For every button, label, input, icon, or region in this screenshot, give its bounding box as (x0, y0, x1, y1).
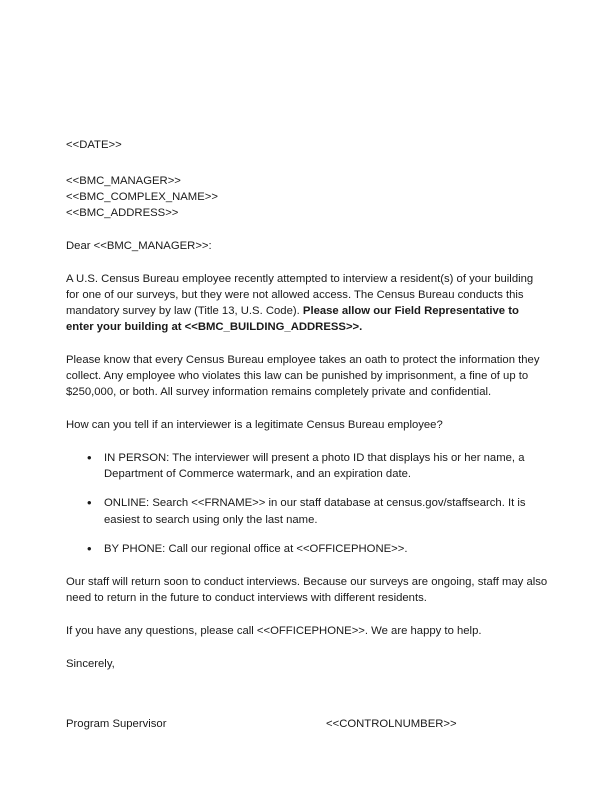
signature-footer (66, 716, 548, 732)
address-line-address: <<BMC_ADDRESS>> (66, 207, 179, 220)
salutation: Dear <<BMC_MANAGER>>: (66, 240, 212, 253)
control-number: <<CONTROLNUMBER>> (326, 717, 457, 730)
paragraph-questions-contact: If you have any questions, please call <<OFFICEPHONE>>. We are happy to help. (66, 624, 482, 637)
verification-methods-list (66, 450, 548, 556)
list-item: • BY PHONE: Call our regional office at <<OFFICEPHONE>>. (104, 541, 548, 557)
paragraph-confidentiality: Please know that every Census Bureau employee takes an oath to protect the information they collect. Any employee who violates this law can be punished by imprisonment, a fine of up to $250,000, or both. All survey information remains completely private and confidential. (66, 354, 540, 399)
list-item: • ONLINE: Search <<FRNAME>> in our staff database at census.gov/staffsearch. It is easiest to search using only the last name. (104, 495, 548, 527)
paragraph-1-text: A U.S. Census Bureau employee recently attempted to interview a resident(s) of your building for one of our surveys, but they were not allowed access. The Census Bureau conducts this mandatory survey by law (Title 13, U.S. Code). (66, 273, 534, 318)
paragraph-access-request (66, 271, 548, 335)
paragraph-question: How can you tell if an interviewer is a legitimate Census Bureau employee? (66, 419, 443, 432)
letter-body (66, 137, 548, 732)
recipient-address-block (66, 173, 548, 221)
address-line-manager: <<BMC_MANAGER>> (66, 175, 181, 188)
address-line-complex-name: <<BMC_COMPLEX_NAME>> (66, 191, 218, 204)
list-item: • IN PERSON: The interviewer will present a photo ID that displays his or her name, a Department of Commerce watermark, and an expiration date. (104, 450, 548, 482)
closing: Sincerely, (66, 657, 115, 670)
date-field: <<DATE>> (66, 139, 122, 151)
paragraph-return-visits: Our staff will return soon to conduct interviews. Because our surveys are ongoing, staff may also need to return in the future to conduct interviews with different residents. (66, 575, 548, 604)
paragraph-1-emphasis: Please allow our Field Representative to enter your building at <<BMC_BUILDING_ADDRESS>>. (66, 305, 519, 334)
signature-title: Program Supervisor (66, 717, 167, 730)
